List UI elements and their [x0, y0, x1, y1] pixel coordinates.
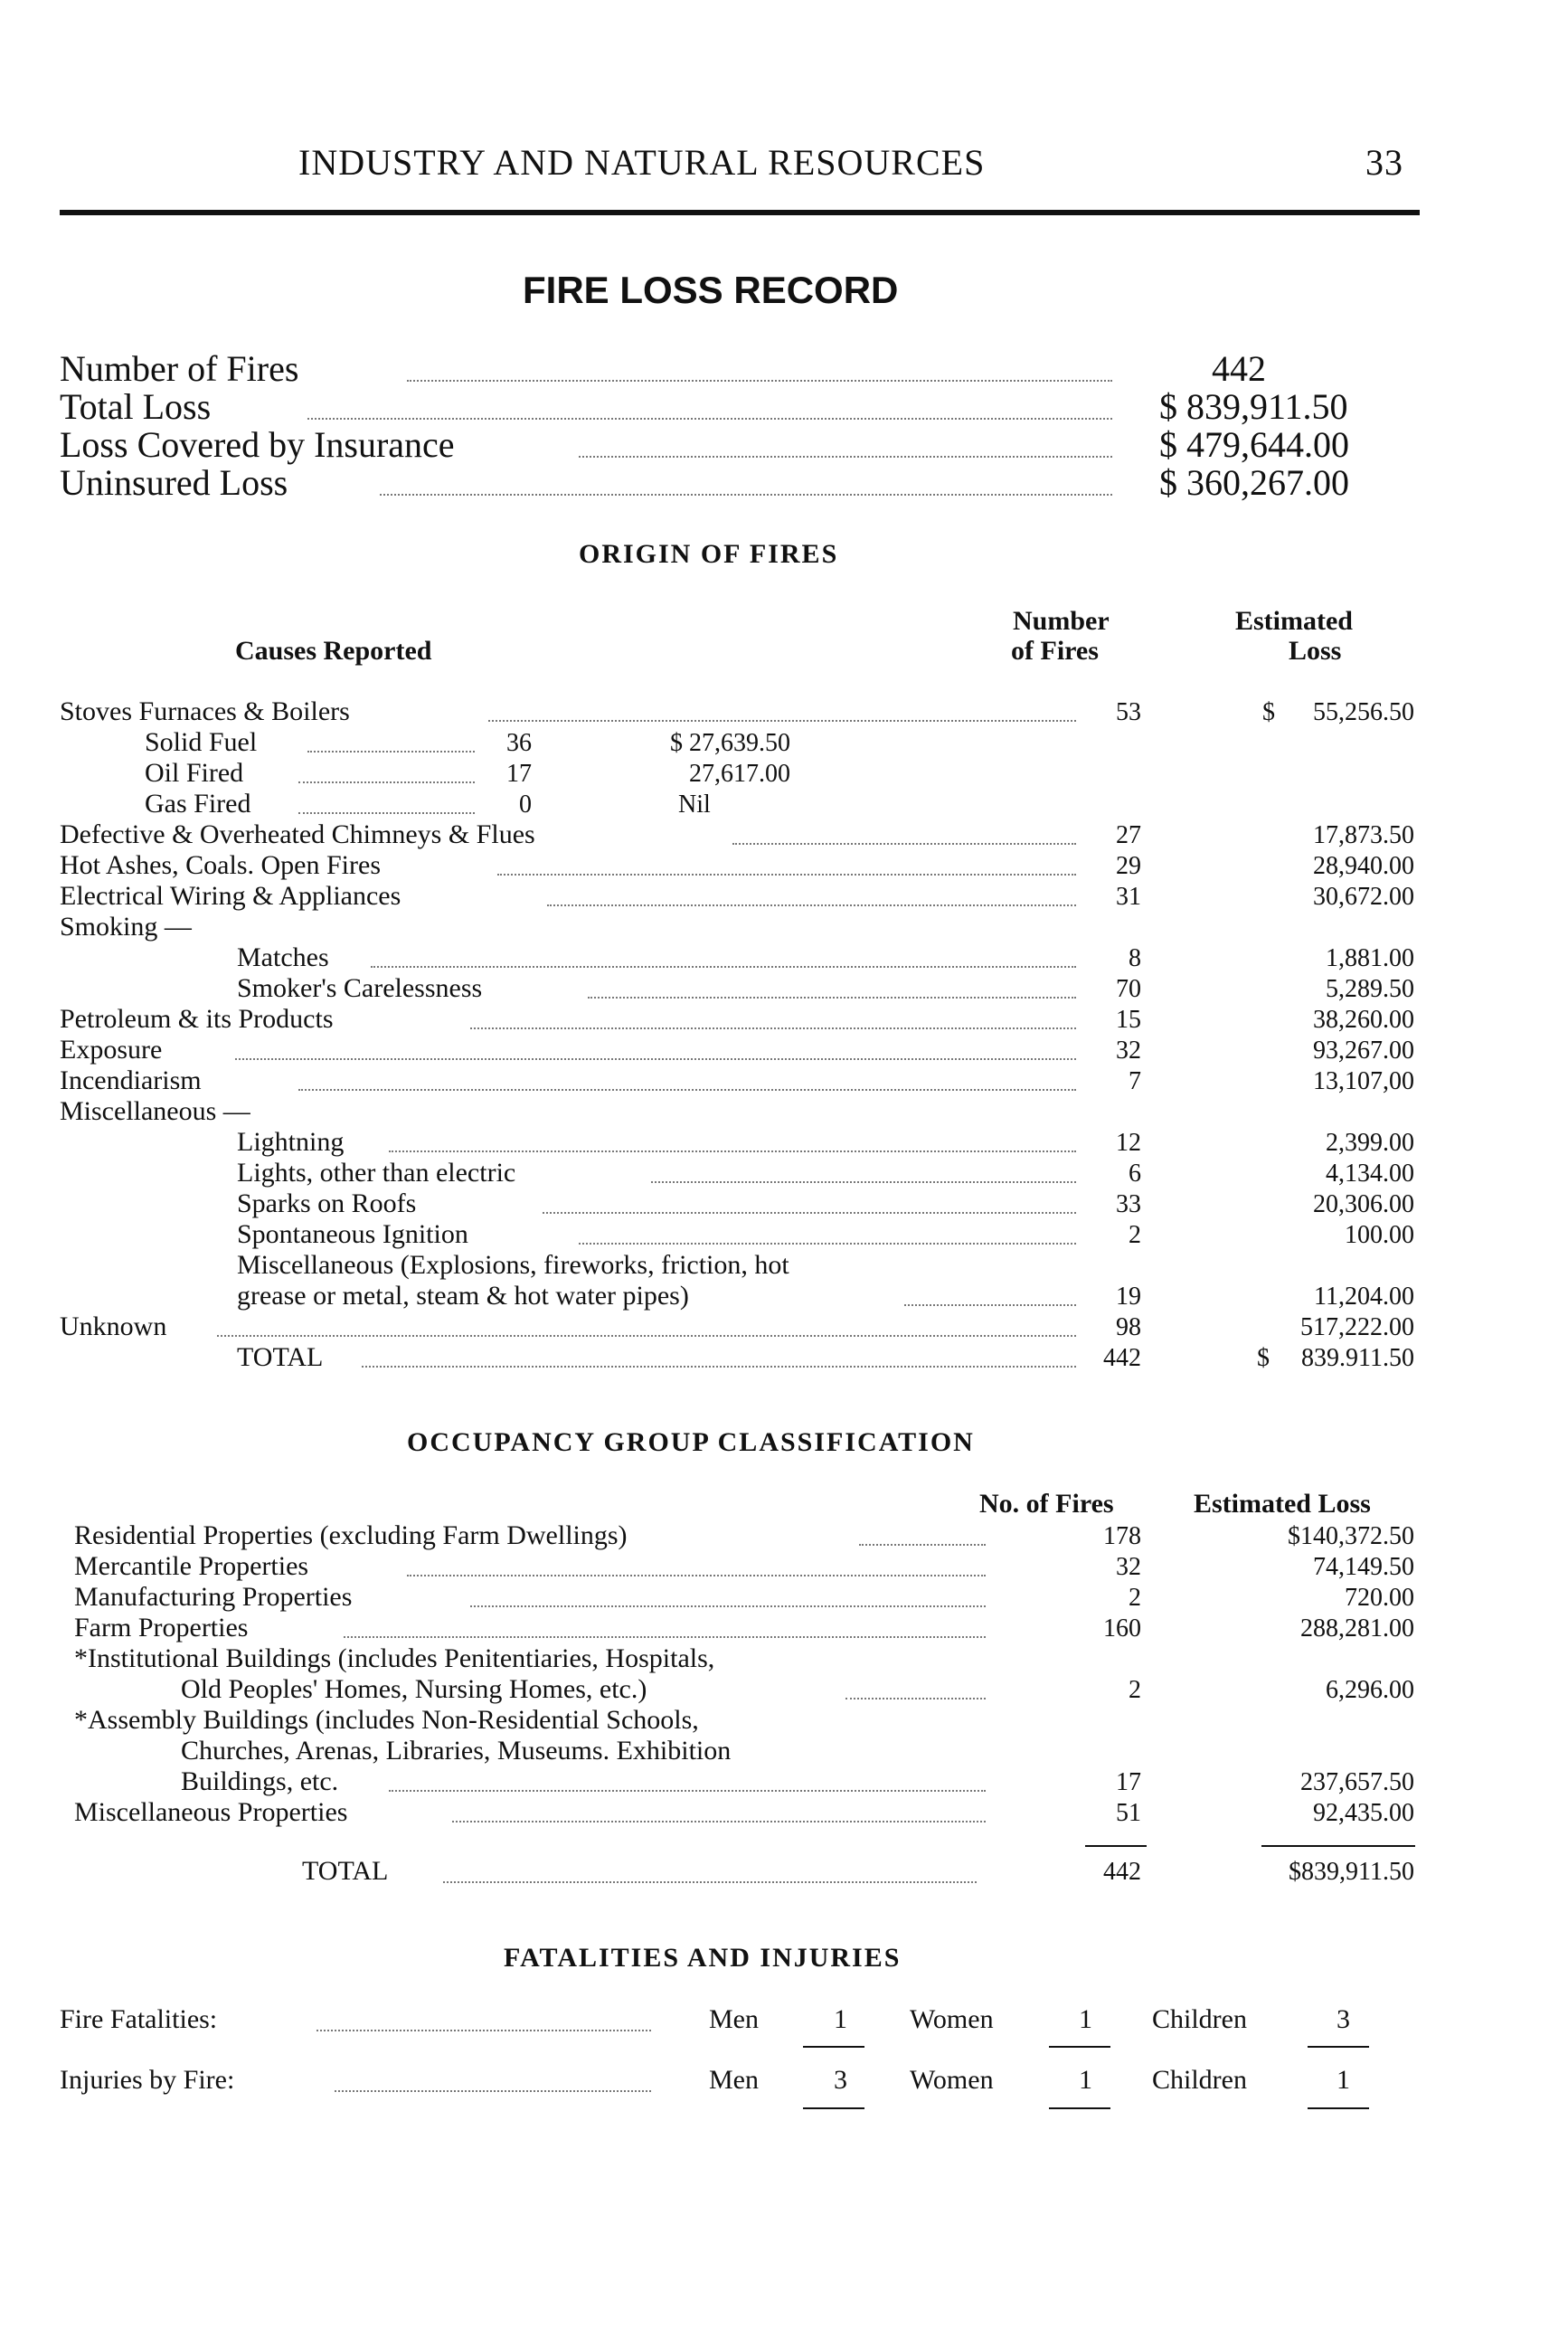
- women-label: Women: [910, 2065, 994, 2095]
- origin-cause-label: Matches: [237, 942, 329, 972]
- dot-leader: [579, 456, 1112, 458]
- dot-leader: [389, 1790, 986, 1792]
- men-label: Men: [709, 2065, 759, 2095]
- occupancy-total-fires: 442: [1103, 1858, 1141, 1886]
- summary-label: Uninsured Loss: [60, 462, 288, 503]
- origin-cause-label: Incendiarism: [60, 1065, 202, 1095]
- origin-cause-label: Sparks on Roofs: [237, 1188, 417, 1218]
- occupancy-total-loss: $839,911.50: [1289, 1858, 1414, 1886]
- origin-cause-label: Smoking —: [60, 912, 192, 942]
- dot-leader: [543, 1212, 1076, 1214]
- occupancy-fires: 32: [1116, 1553, 1141, 1581]
- dot-leader: [452, 1821, 986, 1822]
- origin-cause-label: TOTAL: [237, 1342, 324, 1372]
- origin-cause-label: Hot Ashes, Coals. Open Fires: [60, 850, 381, 880]
- occupancy-label: Buildings, etc.: [181, 1766, 339, 1796]
- women-count: 1: [1079, 2065, 1092, 2095]
- origin-sub-fires: 0: [519, 791, 532, 819]
- dot-leader: [307, 751, 475, 753]
- col-header-estimated-loss: Estimated Loss: [1194, 1489, 1371, 1519]
- occupancy-fires: 17: [1116, 1768, 1141, 1796]
- col-header-no-fires: No. of Fires: [979, 1489, 1114, 1519]
- occupancy-loss: 720.00: [1345, 1584, 1414, 1612]
- origin-fires: 7: [1129, 1067, 1141, 1095]
- occupancy-label: *Institutional Buildings (includes Penitentiaries, Hospitals,: [74, 1643, 715, 1673]
- children-count: 1: [1337, 2065, 1350, 2095]
- summary-value: 442: [1212, 348, 1266, 389]
- origin-fires: 15: [1116, 1006, 1141, 1034]
- total-rule: [1261, 1845, 1415, 1847]
- page-number: 33: [1365, 142, 1403, 183]
- col-header-causes: Causes Reported: [235, 636, 432, 666]
- col-header-estimated: Estimated: [1235, 606, 1353, 636]
- dot-leader: [307, 418, 1112, 420]
- origin-cause-label: Smoker's Carelessness: [237, 973, 483, 1003]
- dot-leader: [732, 843, 1076, 845]
- origin-cause-label: Petroleum & its Products: [60, 1004, 334, 1034]
- occupancy-fires: 51: [1116, 1799, 1141, 1827]
- dot-leader: [217, 1335, 1076, 1337]
- dot-leader: [651, 1181, 1076, 1183]
- origin-loss: 2,399.00: [1326, 1129, 1414, 1157]
- origin-fires: 19: [1116, 1283, 1141, 1311]
- dot-leader: [389, 1150, 1076, 1152]
- origin-fires: 53: [1116, 698, 1141, 726]
- origin-loss: 28,940.00: [1313, 852, 1414, 880]
- occupancy-fires: 178: [1103, 1522, 1141, 1550]
- dot-leader: [344, 1636, 986, 1638]
- dot-leader: [845, 1698, 986, 1699]
- origin-cause-label: Lights, other than electric: [237, 1158, 516, 1188]
- origin-sub-loss: 27,617.00: [689, 760, 790, 788]
- children-label: Children: [1152, 2065, 1247, 2095]
- origin-cause-label: Miscellaneous (Explosions, fireworks, friction, hot: [237, 1250, 789, 1280]
- dot-leader: [904, 1304, 1076, 1306]
- dot-leader: [298, 781, 475, 783]
- dot-leader: [470, 1027, 1076, 1029]
- origin-sub-fires: 17: [506, 760, 532, 788]
- men-label: Men: [709, 2004, 759, 2034]
- dot-leader: [588, 997, 1076, 999]
- origin-fires: 442: [1103, 1344, 1141, 1372]
- origin-cause-label: Defective & Overheated Chimneys & Flues: [60, 819, 535, 849]
- women-count: 1: [1079, 2004, 1092, 2034]
- occupancy-label: Churches, Arenas, Libraries, Museums. Exhibition: [181, 1736, 732, 1766]
- women-label: Women: [910, 2004, 994, 2034]
- dot-leader: [407, 1575, 986, 1576]
- summary-label: Number of Fires: [60, 348, 299, 389]
- dot-leader: [470, 1605, 986, 1607]
- occupancy-label: Residential Properties (excluding Farm Dwellings): [74, 1520, 628, 1550]
- dot-leader: [335, 2090, 651, 2092]
- dot-leader: [407, 380, 1112, 382]
- origin-cause-label: Electrical Wiring & Appliances: [60, 881, 401, 911]
- origin-loss: 100.00: [1345, 1221, 1414, 1249]
- count-rule: [1308, 2107, 1369, 2109]
- occupancy-total-label: TOTAL: [302, 1856, 389, 1886]
- origin-fires: 33: [1116, 1190, 1141, 1218]
- dot-leader: [316, 2030, 651, 2031]
- men-count: 1: [834, 2004, 847, 2034]
- fire-loss-record-title: FIRE LOSS RECORD: [523, 269, 899, 311]
- col-header-loss: Loss: [1289, 636, 1342, 666]
- count-rule: [1049, 2046, 1110, 2048]
- origin-fires: 31: [1116, 883, 1141, 911]
- dot-leader: [859, 1544, 986, 1546]
- header-rule: [60, 210, 1420, 215]
- dot-leader: [371, 966, 1076, 968]
- occupancy-label: Miscellaneous Properties: [74, 1797, 348, 1827]
- origin-loss: 93,267.00: [1313, 1037, 1414, 1065]
- dot-leader: [547, 904, 1076, 906]
- occupancy-loss: 92,435.00: [1313, 1799, 1414, 1827]
- origin-cause-label: Gas Fired: [145, 789, 251, 819]
- count-rule: [1308, 2046, 1369, 2048]
- children-label: Children: [1152, 2004, 1247, 2034]
- origin-cause-label: Unknown: [60, 1311, 167, 1341]
- count-rule: [1049, 2107, 1110, 2109]
- dot-leader: [380, 494, 1112, 496]
- summary-label: Loss Covered by Insurance: [60, 424, 455, 465]
- summary-value: $ 479,644.00: [1159, 424, 1349, 465]
- count-rule: [803, 2107, 864, 2109]
- occupancy-title: OCCUPANCY GROUP CLASSIFICATION: [407, 1427, 975, 1457]
- origin-loss: 30,672.00: [1313, 883, 1414, 911]
- dot-leader: [298, 1089, 1076, 1091]
- origin-fires: 70: [1116, 975, 1141, 1003]
- origin-loss: 4,134.00: [1326, 1160, 1414, 1188]
- dot-leader: [362, 1366, 1076, 1368]
- dot-leader: [235, 1058, 1076, 1060]
- origin-fires: 29: [1116, 852, 1141, 880]
- origin-loss: 517,222.00: [1300, 1313, 1414, 1341]
- origin-loss: 5,289.50: [1326, 975, 1414, 1003]
- origin-loss: 11,204.00: [1314, 1283, 1414, 1311]
- fatalities-label: Fire Fatalities:: [60, 2004, 218, 2034]
- origin-fires: 32: [1116, 1037, 1141, 1065]
- total-rule: [1085, 1845, 1147, 1847]
- origin-cause-label: Lightning: [237, 1127, 345, 1157]
- summary-value: $ 360,267.00: [1159, 462, 1349, 503]
- origin-loss: 17,873.50: [1313, 821, 1414, 849]
- col-header-of-fires: of Fires: [1011, 636, 1099, 666]
- origin-sub-loss: $ 27,639.50: [670, 729, 790, 757]
- origin-loss: 38,260.00: [1313, 1006, 1414, 1034]
- origin-loss: $ 55,256.50: [1262, 698, 1414, 726]
- col-header-number: Number: [1013, 606, 1110, 636]
- origin-cause-label: Spontaneous Ignition: [237, 1219, 468, 1249]
- origin-fires: 27: [1116, 821, 1141, 849]
- occupancy-loss: 237,657.50: [1300, 1768, 1414, 1796]
- origin-cause-label: Exposure: [60, 1035, 163, 1065]
- fatalities-title: FATALITIES AND INJURIES: [504, 1943, 902, 1973]
- dot-leader: [497, 874, 1076, 876]
- dot-leader: [443, 1881, 977, 1883]
- origin-fires: 12: [1116, 1129, 1141, 1157]
- origin-fires: 8: [1129, 944, 1141, 972]
- origin-cause-label: grease or metal, steam & hot water pipes): [237, 1281, 689, 1311]
- origin-cause-label: Miscellaneous —: [60, 1096, 250, 1126]
- origin-loss: 1,881.00: [1326, 944, 1414, 972]
- origin-fires: 98: [1116, 1313, 1141, 1341]
- men-count: 3: [834, 2065, 847, 2095]
- dot-leader: [488, 720, 1076, 722]
- page-header-title: INDUSTRY AND NATURAL RESOURCES: [298, 142, 986, 183]
- origin-fires: 2: [1129, 1221, 1141, 1249]
- occupancy-label: Manufacturing Properties: [74, 1582, 353, 1612]
- origin-sub-loss: Nil: [678, 791, 711, 819]
- occupancy-label: Mercantile Properties: [74, 1551, 309, 1581]
- occupancy-loss: 74,149.50: [1313, 1553, 1414, 1581]
- origin-sub-fires: 36: [506, 729, 532, 757]
- count-rule: [803, 2046, 864, 2048]
- origin-cause-label: Oil Fired: [145, 758, 244, 788]
- origin-loss: $ 839.911.50: [1257, 1344, 1414, 1372]
- origin-fires: 6: [1129, 1160, 1141, 1188]
- occupancy-loss: 288,281.00: [1300, 1614, 1414, 1643]
- origin-loss: 13,107,00: [1313, 1067, 1414, 1095]
- injuries-label: Injuries by Fire:: [60, 2065, 235, 2095]
- occupancy-fires: 2: [1129, 1584, 1141, 1612]
- summary-label: Total Loss: [60, 386, 212, 427]
- summary-value: $ 839,911.50: [1159, 386, 1348, 427]
- origin-loss: 20,306.00: [1313, 1190, 1414, 1218]
- occupancy-label: Old Peoples' Homes, Nursing Homes, etc.): [181, 1674, 647, 1704]
- occupancy-loss: $140,372.50: [1288, 1522, 1414, 1550]
- dot-leader: [298, 812, 475, 814]
- origin-of-fires-title: ORIGIN OF FIRES: [579, 539, 839, 569]
- children-count: 3: [1337, 2004, 1350, 2034]
- occupancy-label: Farm Properties: [74, 1613, 249, 1643]
- origin-cause-label: Stoves Furnaces & Boilers: [60, 696, 350, 726]
- occupancy-fires: 160: [1103, 1614, 1141, 1643]
- occupancy-loss: 6,296.00: [1326, 1676, 1414, 1704]
- occupancy-label: *Assembly Buildings (includes Non-Residential Schools,: [74, 1705, 699, 1735]
- occupancy-fires: 2: [1129, 1676, 1141, 1704]
- origin-cause-label: Solid Fuel: [145, 727, 258, 757]
- dot-leader: [579, 1243, 1076, 1245]
